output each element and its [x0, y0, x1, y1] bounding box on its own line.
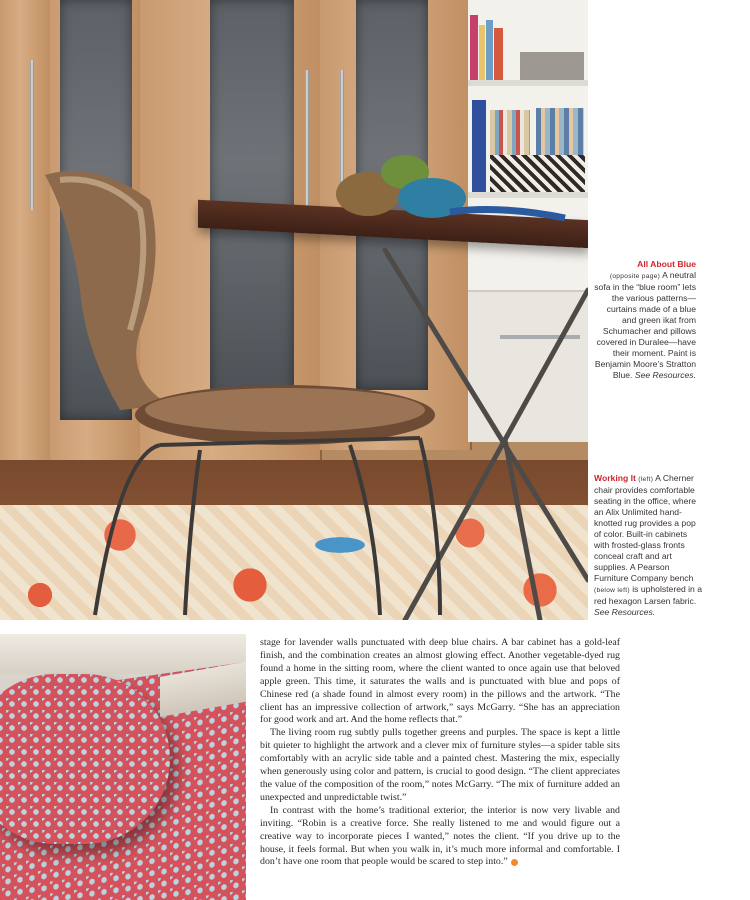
- yarn-balls: [336, 155, 565, 218]
- caption-see-resources: See Resources.: [634, 370, 696, 380]
- caption-heading: All About Blue: [637, 259, 696, 269]
- cherner-chair: [45, 171, 440, 615]
- caption-reference: (left): [638, 476, 654, 483]
- bench-photo: [0, 634, 246, 900]
- article-body: [260, 637, 620, 869]
- caption-all-about-blue: [594, 259, 696, 381]
- caption-body: A Cherner chair provides comfortable seating in the office, where an Alix Unlimited hand-knotted rug provides a pop of color. Built-in cabinets with frosted-glass fronts conceal craft and art supplies. A Pearson Furniture Company bench: [594, 473, 697, 583]
- caption-body: is upholstered in a red hexagon Larsen fabric.: [594, 584, 702, 606]
- caption-see-resources: See Resources.: [594, 607, 656, 617]
- paragraph: stage for lavender walls punctuated with deep blue chairs. A bar cabinet has a gold-leaf finish, and the combination creates an almost glowing effect. Another vegetable-dyed rug found a home in the sitting room, where the client wanted to once again use that beloved apple green. This time, it saturates the walls and is punctuated with blue and pops of Chinese red (a shade found in almost every room) in the pillows and the artwork. “The client has an impressive collection of artwork,” says McGarry. “She has an appreciation for good work and art. And the home reflects that.”: [260, 637, 620, 726]
- caption-working-it: [594, 473, 704, 618]
- caption-body: A neutral sofa in the “blue room” lets the various patterns—curtains made of a blue and green ikat from Schumacher and pillows covered in Duralee—have their moment. Paint is Benjamin Moore’s Stratton Blue.: [594, 270, 696, 380]
- paragraph-text: In contrast with the home’s traditional exterior, the interior is now very livable and inviting. “Robin is a creative force. She really listened to me and would figure out a creative way to incorporate pieces I wanted,” notes the client. “If you drive up to the house, it feels formal. But when you walk in, it’s much more informal and comfortable. I don’t have one room that people would be scared to step into.”: [260, 804, 620, 868]
- paragraph: [260, 805, 620, 870]
- paragraph: The living room rug subtly pulls together greens and purples. The space is kept a little bit quieter to highlight the artwork and a clever mix of furniture styles—a spider table sits comfortably with an acrylic side table and a painted chest. Mastering the mix, especially when generously using color and pattern, is crucial to good design. “The client appreciates the value of the composition of the room,” notes McGarry. “The mix of furniture added an unexpected and unpredictable twist.”: [260, 727, 620, 803]
- end-mark-icon: [511, 859, 518, 866]
- caption-heading: Working It: [594, 473, 636, 483]
- caption-reference: (opposite page): [609, 273, 661, 280]
- caption-reference: (below left): [594, 587, 630, 594]
- bolster-pillow: [0, 674, 170, 844]
